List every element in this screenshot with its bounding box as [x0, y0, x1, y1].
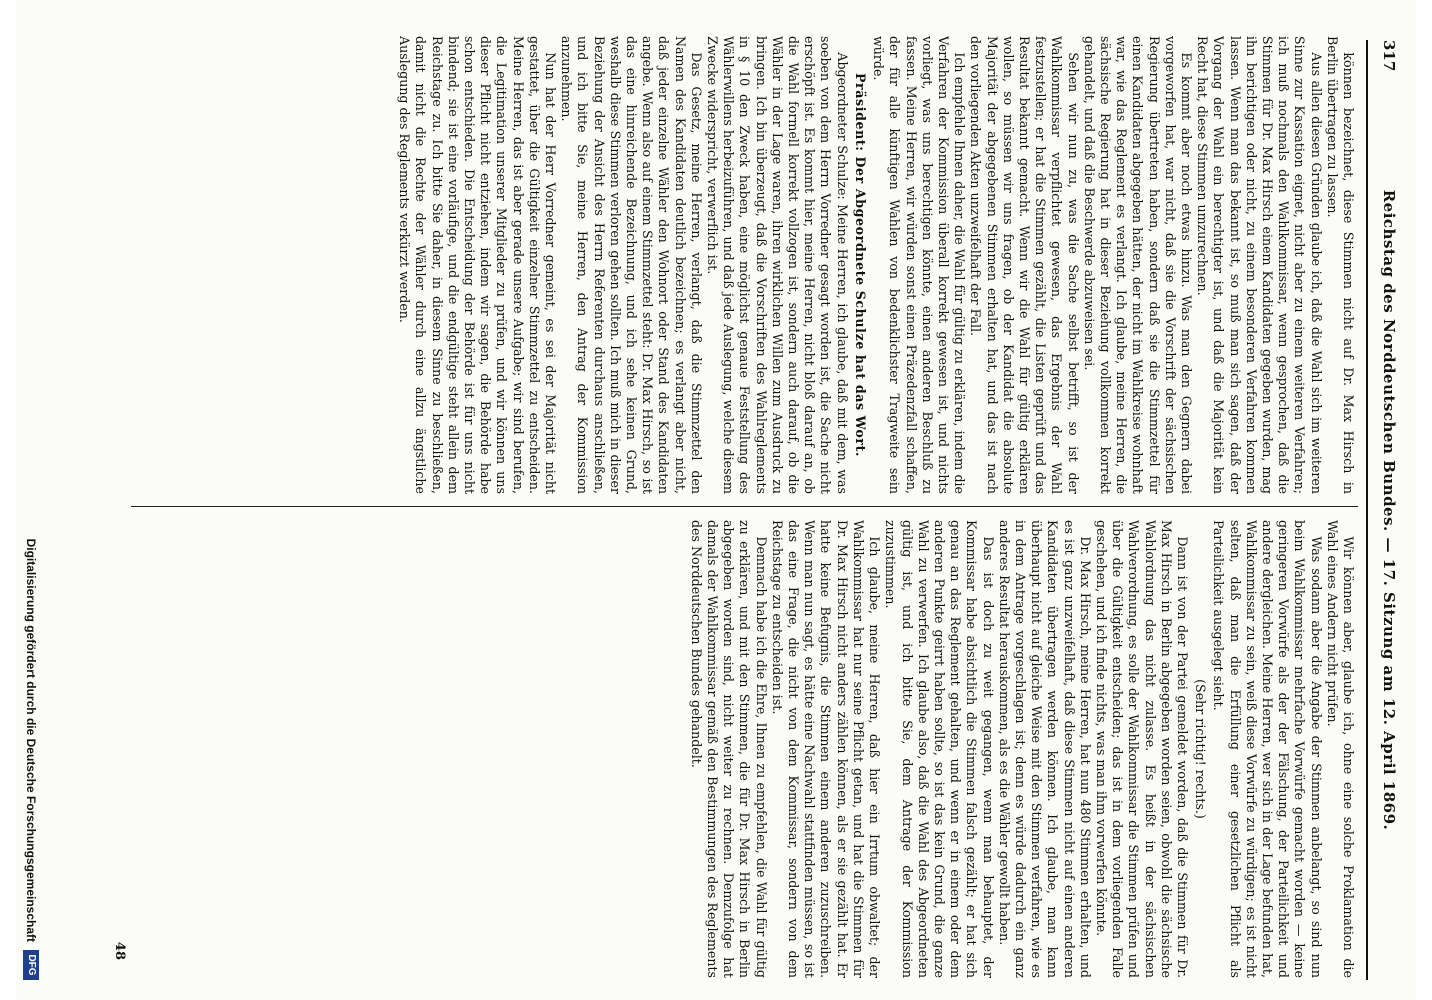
- interjection: (Sehr richtig! rechts.): [1193, 679, 1209, 819]
- paragraph: können bezeichnet, diese Stimmen nicht auf Dr. Max Hirsch in Berlin übertragen zu lassen.: [1324, 36, 1356, 494]
- paragraph: Sehen wir nun zu, was die Sache selbst betrifft, so ist der Wahlkommissar verpflichtet gewesen, das Ergebnis der Wahl festzustellen; er hat die Stimmen gezählt, die Listen geprüft und das Resultat bekannt gemacht. Wenn wir die Wahl für gültig erklären wollen, so müssen wir uns fragen, ob der Kandidat die absolute Majorität der abgegebenen Stimmen erhalten hat, und das ist nach den vorliegenden Akten unzweifelhaft der Fall.: [968, 36, 1081, 494]
- paragraph: Demnach habe ich die Ehre, Ihnen zu empfehlen, die Wahl für gültig zu erklären, und mit den Stimmen, die für Dr. Max Hirsch in Berlin abgegeben worden sind, nicht weiter zu rechnen. Demzufolge hat damals der Wahlkommissar gemäß den Bestimmungen des Reglements des Norddeutschen Bundes gehandelt.: [688, 520, 769, 978]
- paragraph: Das ist doch zu weit gegangen, wenn man behauptet, der Kommissar habe absichtlich die Stimmen falsch gezählt; er hat sich genau an das Reglement gehalten, und wenn er in einem oder dem anderen Punkte geirrt haben sollte, so ist das kein Grund, die ganze Wahl zu verwerfen. Ich glaube also, daß die Wahl des Abgeordneten gültig ist, und ich bitte Sie, dem Antrage der Kommission zuzustimmen.: [883, 520, 996, 978]
- left-text-column: [136, 36, 1356, 494]
- paragraph: Ich empfehle Ihnen daher, die Wahl für gültig zu erklären, indem die Verfahren der Kommission überall korrekt gewesen ist, und nichts vorliegt, was uns berechtigen könnte, einen anderen Beschluß zu fassen. Meine Herren, wir würden sonst einen Präzedenzfall schaffen, der für alle künftigen Wahlen von bedenklichster Tragweite sein würde.: [871, 36, 968, 494]
- paragraph: Abgeordneter Schulze: Meine Herren, ich glaube, daß mit dem, was soeben von dem Herrn Vorredner gesagt worden ist, die Sache nicht erschöpft ist. Es kommt hier, meine Herren, nicht bloß darauf an, ob die Wahl formell korrekt vollzogen ist, sondern auch darauf, ob die Wähler in der Lage waren, ihren wirklichen Willen zum Ausdruck zu bringen. Ich bin überzeugt, daß die Vorschriften des Wahlreglements in § 10 den Zweck haben, eine möglichst genaue Feststellung des Wählerwillens herbeizuführen, und daß jede Auslegung, welche diesem Zwecke widerspricht, verwerflich ist.: [705, 36, 850, 494]
- paragraph: Wir können aber, glaube ich, ohne eine solche Proklamation die Wahl eines Andern nicht prüfen.: [1324, 520, 1356, 978]
- paragraph: Ich glaube, meine Herren, daß hier ein Irrtum obwaltet; der Wahlkommissar hat nur seine Pflicht getan, und hat die Stimmen für Dr. Max Hirsch nicht anders zählen können, als er sie gezählt hat. Er hatte keine Befugnis, die Stimmen einem anderen zuzuschreiben. Wenn man nun sagt, es hätte eine Nachwahl stattfinden müssen, so ist das eine Frage, die nicht von dem Kommissar, sondern von dem Reichstage zu entscheiden ist.: [769, 520, 883, 978]
- paragraph: Aus allen diesen Gründen glaube ich, daß die Wahl sich im weiteren Sinne zur Kassation eignet, nicht aber zu einem weiteren Verfahren; ich muß nochmals den Wahlkommissar, wenn gesprochen, daß die Stimmen für Dr. Max Hirsch einem Kandidaten gegeben wurden, mag ihn berichtigen oder nicht, zu einem besonderen Verfahren kommen lassen. Wenn man das bekannt ist, so muß man sich sagen, daß der Vorgang der Wahl ein berechtigter ist, und daß die Majorität kein Recht hat, diese Stimmen umzurechnen.: [1195, 36, 1324, 494]
- sheet-signature: 48: [112, 941, 127, 960]
- paragraph: Nun hat der Herr Vorredner gemeint, es sei der Majorität nicht gestattet, über die Gültigkeit einzelner Stimmzettel zu entscheiden. Meine Herren, das ist aber gerade unsere Aufgabe; wir sind berufen, die Legitimation unserer Mitglieder zu prüfen, und wir können uns dieser Pflicht nicht entziehen, indem wir sagen, die Behörde habe schon entschieden. Die Entscheidung der Behörde ist für uns nicht bindend; sie ist eine vorläufige, und die endgültige steht allein dem Reichstage zu. Ich bitte Sie daher, in diesem Sinne zu beschließen, damit nicht die Rechte der Wähler durch eine allzu ängstliche Auslegung des Reglements verkürzt werden.: [397, 36, 559, 494]
- paragraph: Dr. Max Hirsch, meine Herren, hat nun 480 Stimmen erhalten, und es ist ganz unzweifelhaft, daß diese Stimmen nicht auf einen anderen Kandidaten übertragen werden können. Ich glaube, man kann überhaupt nicht auf gleiche Weise mit den Stimmen verfahren, wie es in dem Antrage vorgeschlagen ist; denn es würde dadurch ein ganz anderes Resultat herauskommen, als es die Wähler gewollt haben.: [996, 520, 1093, 978]
- credit-text: Digitalisierung gefördert durch die Deutsche Forschungsgemeinschaft: [24, 538, 38, 942]
- running-title: Reichstag des Norddeutschen Bundes. — 17. Sitzung am 12. April 1869.: [1380, 189, 1398, 831]
- paragraph: Das Gesetz, meine Herren, verlangt, daß die Stimmzettel den Namen des Kandidaten deutlich bezeichnen; es verlangt aber nicht, daß jeder einzelne Wähler den Wohnort oder Stand des Kandidaten angebe. Wenn also auf einem Stimmzettel steht: Dr. Max Hirsch, so ist das eine hinreichende Bezeichnung, und ich sehe keinen Grund, weshalb diese Stimmen verloren gehen sollten. Ich muß mich in dieser Beziehung der Ansicht des Herrn Referenten durchaus anschließen, und ich bitte Sie, meine Herren, den Antrag der Kommission anzunehmen.: [559, 36, 704, 494]
- paragraph: Es kommt aber noch etwas hinzu. Was man den Gegnern dabei vorgeworfen hat, war nicht, daß sie die Vorschrift der sächsischen Regierung übertreten haben, sondern daß sie die Stimmzettel für einen Kandidaten abgegeben hätten, der nicht im Wahlkreise wohnhaft war, wie das Reglement es verlangt. Ich glaube, meine Herren, die sächsische Regierung hat in dieser Beziehung vollkommen korrekt gehandelt, und daß die Beschwerde abzuweisen sei.: [1081, 36, 1194, 494]
- right-text-column: [136, 520, 1356, 978]
- paragraph: Dann ist von der Partei gemeldet worden, daß die Stimmen für Dr. Max Hirsch in Berlin abgegeben worden seien, obwohl die sächsische Wahlordnung das nicht zulasse. Es heißt in der sächsischen Wahlverordnung, es solle der Wahlkommissar die Stimmen prüfen und über die Gültigkeit entscheiden; das ist in dem vorliegenden Falle geschehen, und ich finde nichts, was man ihm vorwerfen könnte.: [1093, 520, 1190, 978]
- column-divider: [131, 506, 1358, 507]
- page-header: [1374, 40, 1398, 980]
- page-number: 317: [1380, 40, 1398, 72]
- scanned-page: [16, 0, 1416, 1000]
- dfg-logo-icon: DFG: [23, 950, 39, 980]
- digitization-credit: [16, 0, 46, 1000]
- header-rule: [1366, 40, 1368, 980]
- speaker-heading: Präsident: Der Abgeordnete Schulze hat das Wort.: [852, 72, 868, 458]
- paragraph: Was sodann aber die Angabe der Stimmen anbelangt, so sind nun beim Wahlkommissar mehrfache Vorwürfe gemacht worden — keine geringeren Vorwürfe als der der Fälschung, der Parteilichkeit und andere dergleichen. Meine Herren, wer sich in der Lage befunden hat, Wahlkommissar zu sein, weiß diese Vorwürfe zu würdigen; es ist nicht selten, daß man die Erfüllung einer gesetzlichen Pflicht als Parteilichkeit ausgelegt sieht.: [1211, 520, 1324, 978]
